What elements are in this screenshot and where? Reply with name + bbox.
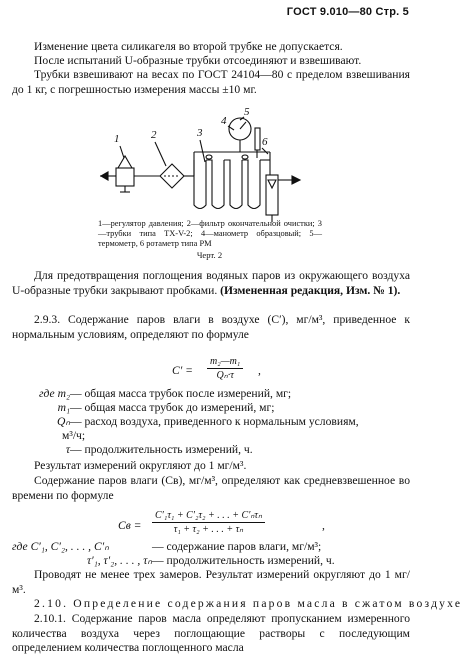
figure-caption: 1—регулятор давления; 2—фильтр окончательной очистки; 3—трубки типа ТХ-V-2; 4—манометр образцовый; 5—термометр, 6 ротаметр типа РМ [98, 219, 322, 248]
formula-2-fraction [152, 510, 265, 535]
formula-1-numerator: m₂—m₁ [207, 356, 243, 369]
paragraph-weighted-average: Содержание паров влаги (Cв), мг/м³, определяют как средневзвешенное во времени по формуле [12, 474, 410, 502]
diagram-label-6: 6 [262, 136, 268, 148]
paragraph-weighing: Трубки взвешивают на весах по ГОСТ 24104—80 с пределом взвешивания до 1 кг, с погрешностью измерения массы ±10 мг. [12, 68, 410, 96]
diagram-label-2: 2 [151, 129, 157, 141]
paragraph-2101: 2.10.1. Содержание паров масла определяют пропусканием измеренного количества воздуха через поглощающие растворы с последующим определением количества поглощенного масла [12, 612, 410, 654]
legend1-row: м³/ч; [62, 429, 86, 442]
diagram-label-3: 3 [197, 127, 203, 139]
legend2-row: τ′₁, τ′₂, . . . , τₙ— продолжительность измерений, ч. [87, 554, 335, 567]
formula-2-end: , [322, 519, 325, 532]
legend1-row: τ— продолжительность измерений, ч. [65, 443, 253, 456]
amendment-note: (Измененная редакция, Изм. № 1). [220, 283, 401, 297]
legend1-row: Qₙ— расход воздуха, приведенного к нормальным условиям, [57, 415, 359, 428]
formula-1-end: , [258, 364, 261, 377]
paragraph-silica-color: Изменение цвета силикагеля во второй трубке не допускается. [34, 40, 343, 53]
section-title-210: 2.10. Определение содержания паров масла в сжатом воздухе [34, 597, 462, 610]
paragraph-three-measurements: Проводят не менее трех замеров. Результат измерений округляют до 1 мг/м³. [12, 568, 410, 596]
legend1-row: m₁— общая масса трубок до измерений, мг; [57, 401, 275, 414]
legend2-row: где C′₁, C′₂, . . . , C′ₙ — содержание паров влаги, мг/м³; [12, 540, 322, 553]
paragraph-prevent-absorption: Для предотвращения поглощения водяных паров из окружающего воздуха U-образные трубки закрывают пробками. (Измененная редакция, Изм. № 1). [12, 269, 410, 297]
formula-2-numerator: C′₁τ₁ + C′₂τ₂ + . . . + C′ₙτₙ [152, 510, 265, 523]
formula-1-fraction [207, 356, 243, 381]
diagram-label-4: 4 [221, 115, 227, 127]
diagram-label-5: 5 [244, 106, 250, 118]
figure-number: Черт. 2 [196, 250, 223, 260]
legend1-row: где m₂— общая масса трубок после измерений, мг; [39, 387, 292, 400]
paragraph-293: 2.9.3. Содержание паров влаги в воздухе (C′), мг/м³, приведенное к нормальным условиям, определяют по формуле [12, 313, 410, 341]
formula-2-lhs: Cв = [118, 519, 142, 532]
formula-2-denominator: τ₁ + τ₂ + . . . + τₙ [173, 524, 244, 535]
page-header: ГОСТ 9.010—80 Стр. 5 [286, 6, 409, 18]
paragraph-round-1: Результат измерений округляют до 1 мг/м³. [34, 459, 247, 472]
formula-1-denominator: Qₙ·τ [216, 370, 234, 381]
diagram-label-1: 1 [114, 133, 120, 145]
paragraph-after-test: После испытаний U-образные трубки отсоединяют и взвешивают. [34, 54, 362, 67]
formula-1-lhs: C′ = [172, 364, 193, 377]
